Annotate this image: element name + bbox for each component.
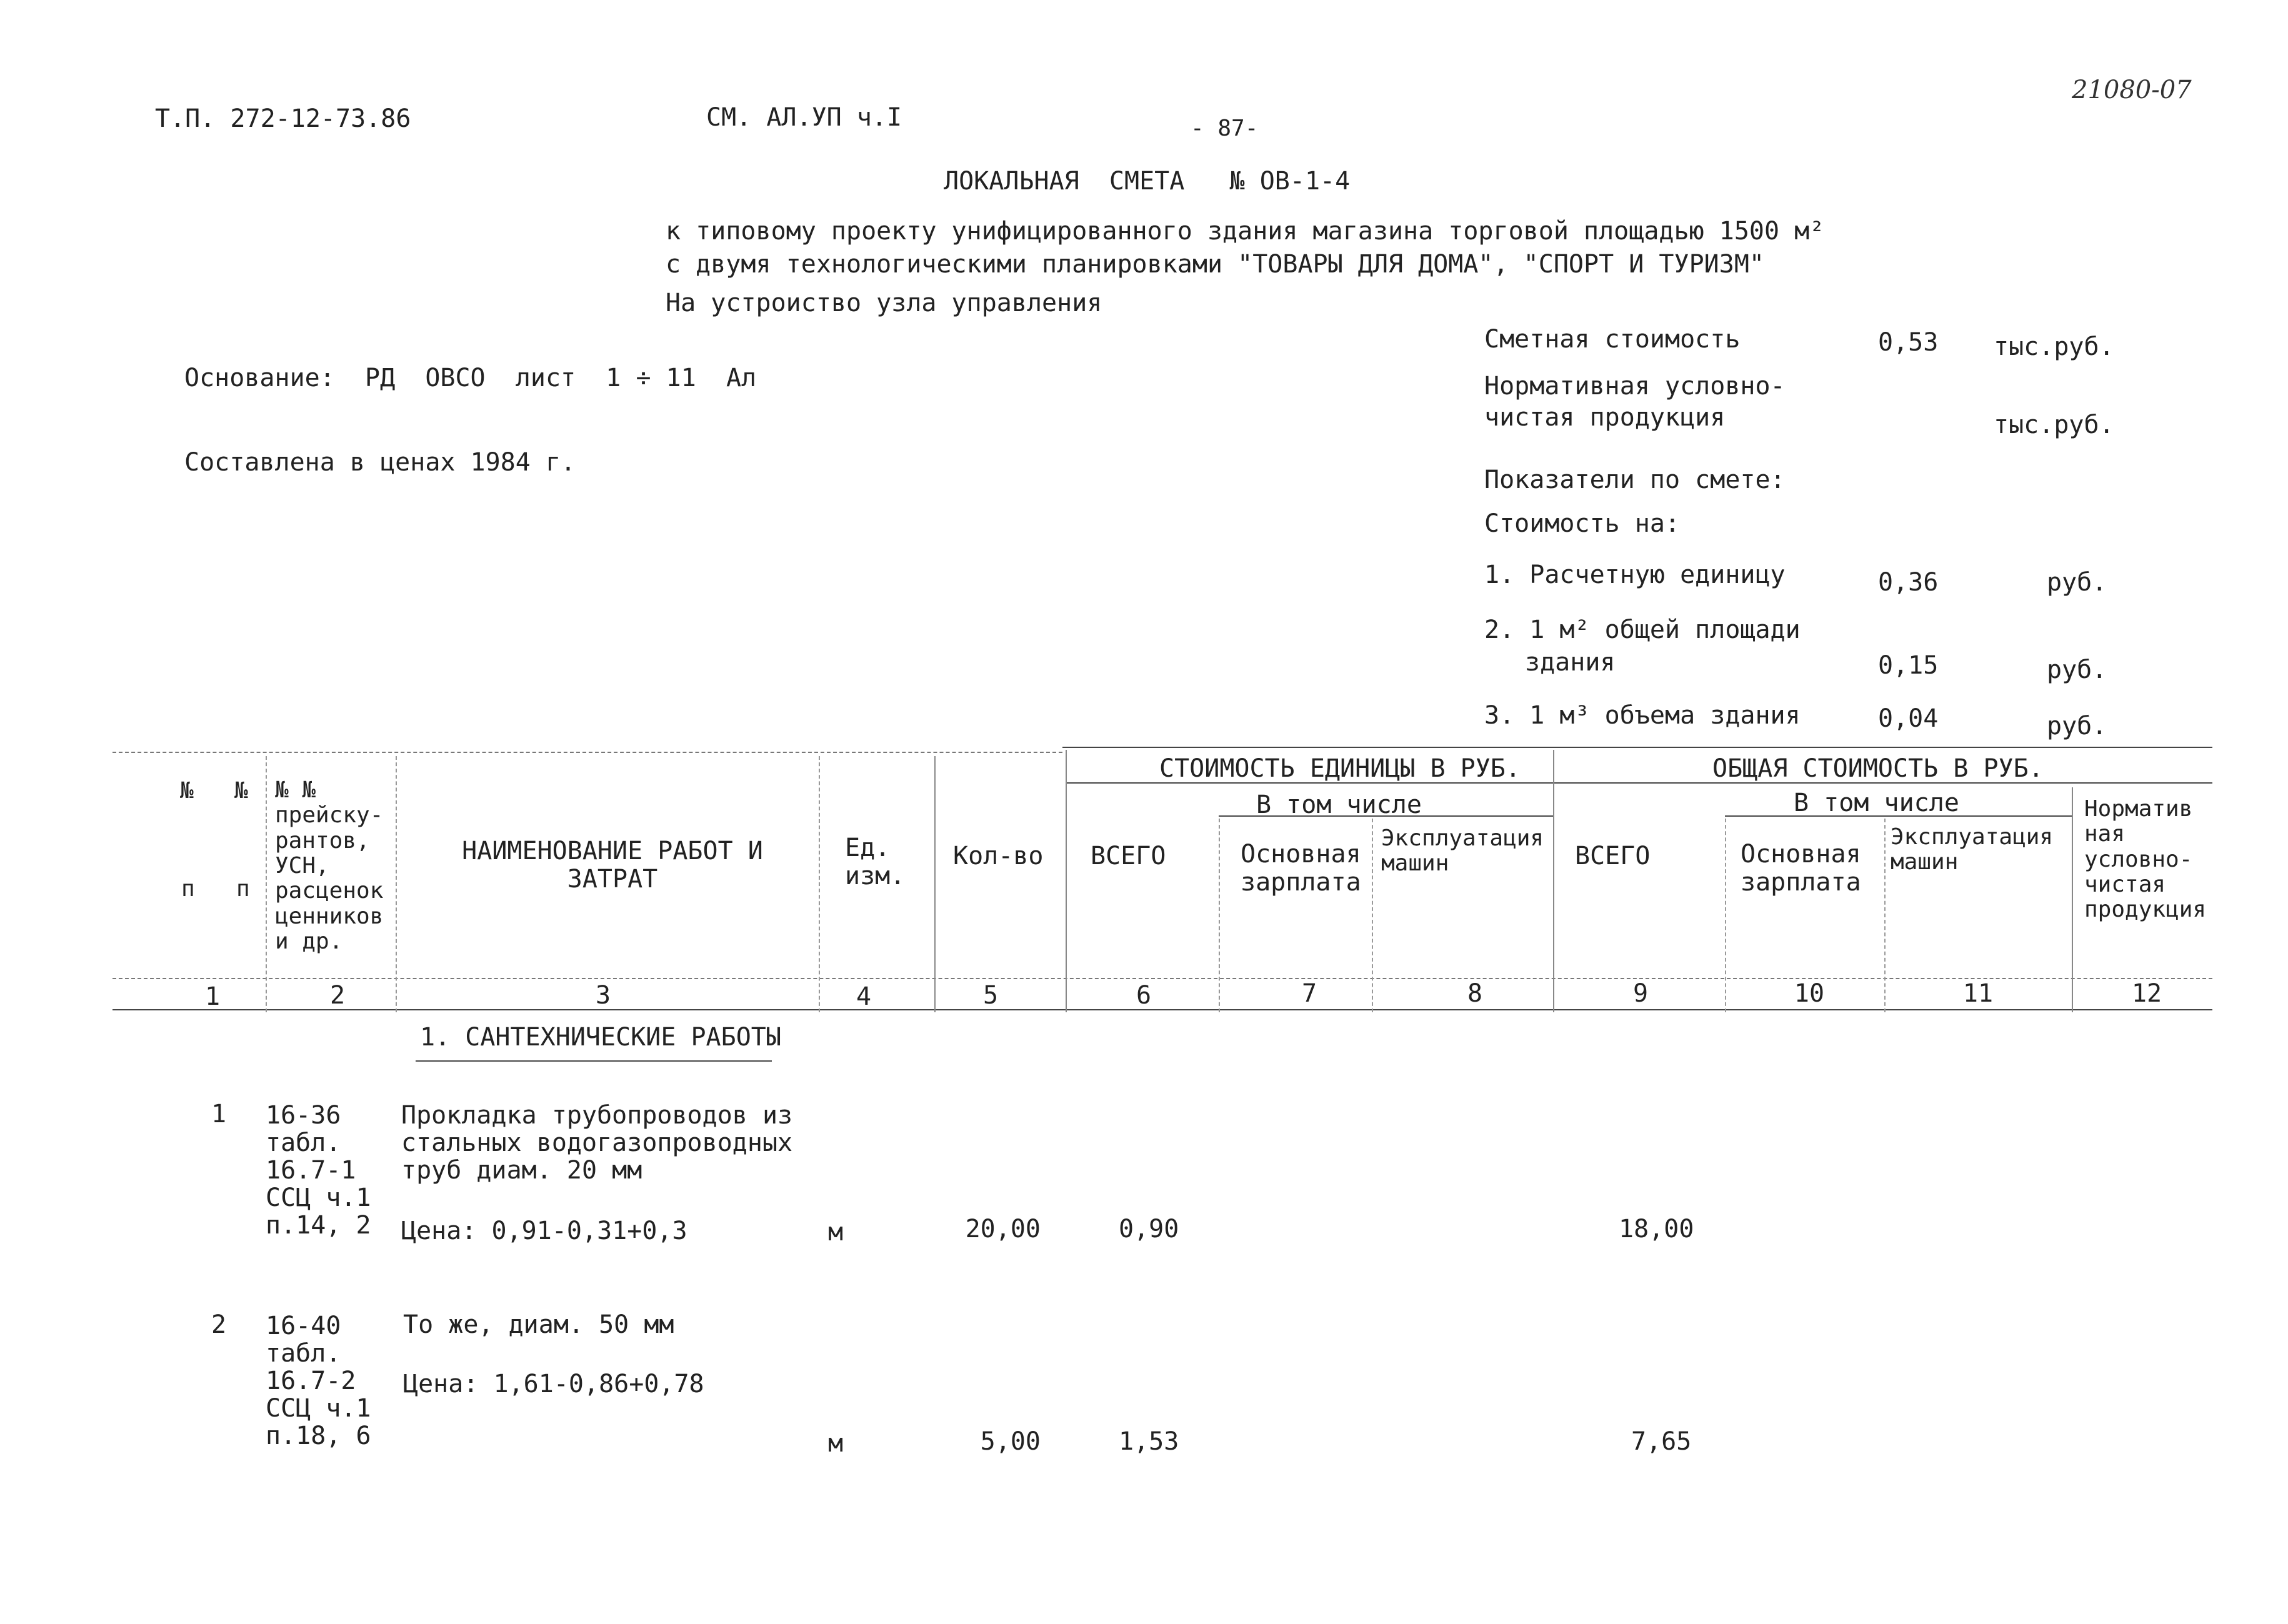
total-cost-group-title: ОБЩАЯ СТОИМОСТЬ В РУБ.: [1712, 754, 2044, 783]
col-total-machine-use: Эксплуатация машин: [1891, 824, 2054, 875]
tp-code: Т.П. 272-12-73.86: [155, 104, 411, 133]
col-number-6: 6: [1136, 981, 1152, 1010]
row1-unit: м: [828, 1218, 844, 1247]
row2-number: 2: [211, 1310, 227, 1339]
col-number-11: 11: [1962, 979, 1994, 1008]
col-number-2: 2: [329, 981, 346, 1010]
row2-unit-total: 1,53: [1119, 1427, 1179, 1456]
unit-cost-group-title: СТОИМОСТЬ ЕДИНИЦЫ В РУБ.: [1159, 754, 1521, 783]
section-title-underline: [416, 1060, 772, 1062]
col-number-8: 8: [1467, 979, 1483, 1008]
col-divider-9: [1553, 750, 1554, 1012]
col1-number-sign: №: [180, 778, 194, 804]
col-total: ВСЕГО: [1575, 842, 1651, 870]
col-divider-11: [1884, 819, 1886, 1012]
section-title: 1. САНТЕХНИЧЕСКИЕ РАБОТЫ: [420, 1023, 781, 1052]
indicator-3-value: 0,04: [1878, 704, 1939, 733]
col-unit: Ед. изм.: [845, 834, 906, 890]
row1-unit-total: 0,90: [1119, 1215, 1179, 1243]
estimated-cost-unit: тыс.руб.: [1994, 332, 2114, 361]
indicator-1-unit: руб.: [2047, 568, 2107, 597]
col-unit-total: ВСЕГО: [1091, 842, 1166, 870]
indicator-1-value: 0,36: [1878, 568, 1939, 597]
title-line-1: к типовому проекту унифицированного здания магазина торговой площадью 1500 м²: [666, 217, 1825, 246]
row1-reference: 16-36 табл. 16.7-1 ССЦ ч.1 п.14, 2: [266, 1101, 371, 1240]
col-unit-base-salary: Основная зарплата: [1241, 840, 1361, 897]
cost-on-label: Стоимость на:: [1484, 509, 1681, 538]
indicator-2-label-1: 2. 1 м² общей площади: [1484, 615, 1801, 644]
col-divider-12: [2072, 787, 2073, 1012]
col-divider-6: [1066, 750, 1067, 1012]
table-top-rule: [1062, 747, 2212, 748]
album-reference: СМ. АЛ.УП ч.I: [706, 103, 902, 132]
row2-work-name: То же, диам. 50 мм: [403, 1310, 674, 1339]
indicator-3-label: 3. 1 м³ объема здания: [1484, 701, 1801, 730]
table-top-rule-left: [112, 752, 1062, 753]
row2-reference: 16-40 табл. 16.7-2 ССЦ ч.1 п.18, 6: [266, 1312, 371, 1450]
indicator-3-unit: руб.: [2047, 712, 2107, 740]
indicator-2-value: 0,15: [1878, 651, 1939, 680]
col-unit-machine-use: Эксплуатация машин: [1381, 825, 1544, 877]
row2-total: 7,65: [1631, 1427, 1692, 1456]
number-row-rule: [112, 1009, 2212, 1010]
col-number-4: 4: [856, 982, 872, 1011]
row1-work-name: Прокладка трубопроводов из стальных водогазопроводных труб диам. 20 мм: [401, 1101, 793, 1185]
indicators-label: Показатели по смете:: [1484, 466, 1786, 494]
col-total-base-salary: Основная зарплата: [1741, 840, 1861, 897]
estimated-cost-value: 0,53: [1878, 328, 1939, 357]
col-divider-7: [1219, 819, 1220, 1012]
col-number-7: 7: [1301, 979, 1317, 1008]
col1-pp: п: [181, 876, 195, 902]
indicator-1-label: 1. Расчетную единицу: [1484, 560, 1786, 589]
col-divider-3: [396, 756, 397, 1012]
col-work-name: НАИМЕНОВАНИЕ РАБОТ И ЗАТРАТ: [462, 837, 763, 894]
col-number-1: 1: [204, 982, 221, 1011]
indicator-2-unit: руб.: [2047, 655, 2107, 684]
col-divider-8: [1372, 819, 1373, 1012]
page-number: - 87-: [1191, 116, 1259, 141]
unit-incl-label: В том числе: [1256, 790, 1422, 819]
indicator-2-label-2: здания: [1525, 648, 1616, 677]
total-incl-label: В том числе: [1794, 789, 1959, 817]
col-divider-10: [1725, 819, 1726, 1012]
col-quantity: Кол-во: [953, 842, 1044, 870]
col-number-10: 10: [1794, 979, 1825, 1008]
title-line-3: На устроиство узла управления: [666, 289, 1102, 317]
col1b-pp: п: [236, 876, 250, 902]
row1-quantity: 20,00: [965, 1215, 1041, 1243]
row2-price-formula: Цена: 1,61-0,86+0,78: [403, 1370, 704, 1398]
prices-year-line: Составлена в ценах 1984 г.: [184, 448, 576, 477]
col-number-12: 12: [2131, 979, 2162, 1008]
estimated-cost-label: Сметная стоимость: [1484, 325, 1741, 354]
row1-number: 1: [211, 1100, 227, 1128]
col-number-3: 3: [595, 981, 611, 1010]
normative-unit: тыс.руб.: [1994, 411, 2114, 439]
row2-unit: м: [828, 1429, 844, 1458]
col-divider-4: [819, 756, 820, 1012]
header-bottom-rule: [112, 978, 2212, 979]
row1-price-formula: Цена: 0,91-0,31+0,3: [401, 1217, 687, 1245]
col-normative-product: Норматив ная условно- чистая продукция: [2084, 796, 2207, 923]
col-price-list-refs: № № прейску- рантов, УСН, расценок ценников и др.: [275, 777, 384, 954]
row2-quantity: 5,00: [980, 1427, 1041, 1456]
basis-line: Основание: РД ОВСО лист 1 ÷ 11 Ал: [184, 364, 757, 392]
col-number-5: 5: [982, 981, 999, 1010]
normative-label-1: Нормативная условно-: [1484, 372, 1786, 401]
normative-label-2: чистая продукция: [1484, 403, 1726, 432]
title-line-2: с двумя технологическими планировками "ТОВАРЫ ДЛЯ ДОМА", "СПОРТ И ТУРИЗМ": [666, 250, 1764, 279]
col-number-9: 9: [1632, 979, 1649, 1008]
col-divider-2: [266, 756, 267, 1012]
col1b-number-sign: №: [234, 778, 248, 804]
row1-total: 18,00: [1619, 1215, 1694, 1243]
document-number: 21080-07: [2072, 76, 2192, 104]
estimate-title: ЛОКАЛЬНАЯ СМЕТА № ОВ-1-4: [944, 167, 1351, 196]
col-divider-5: [934, 756, 936, 1012]
